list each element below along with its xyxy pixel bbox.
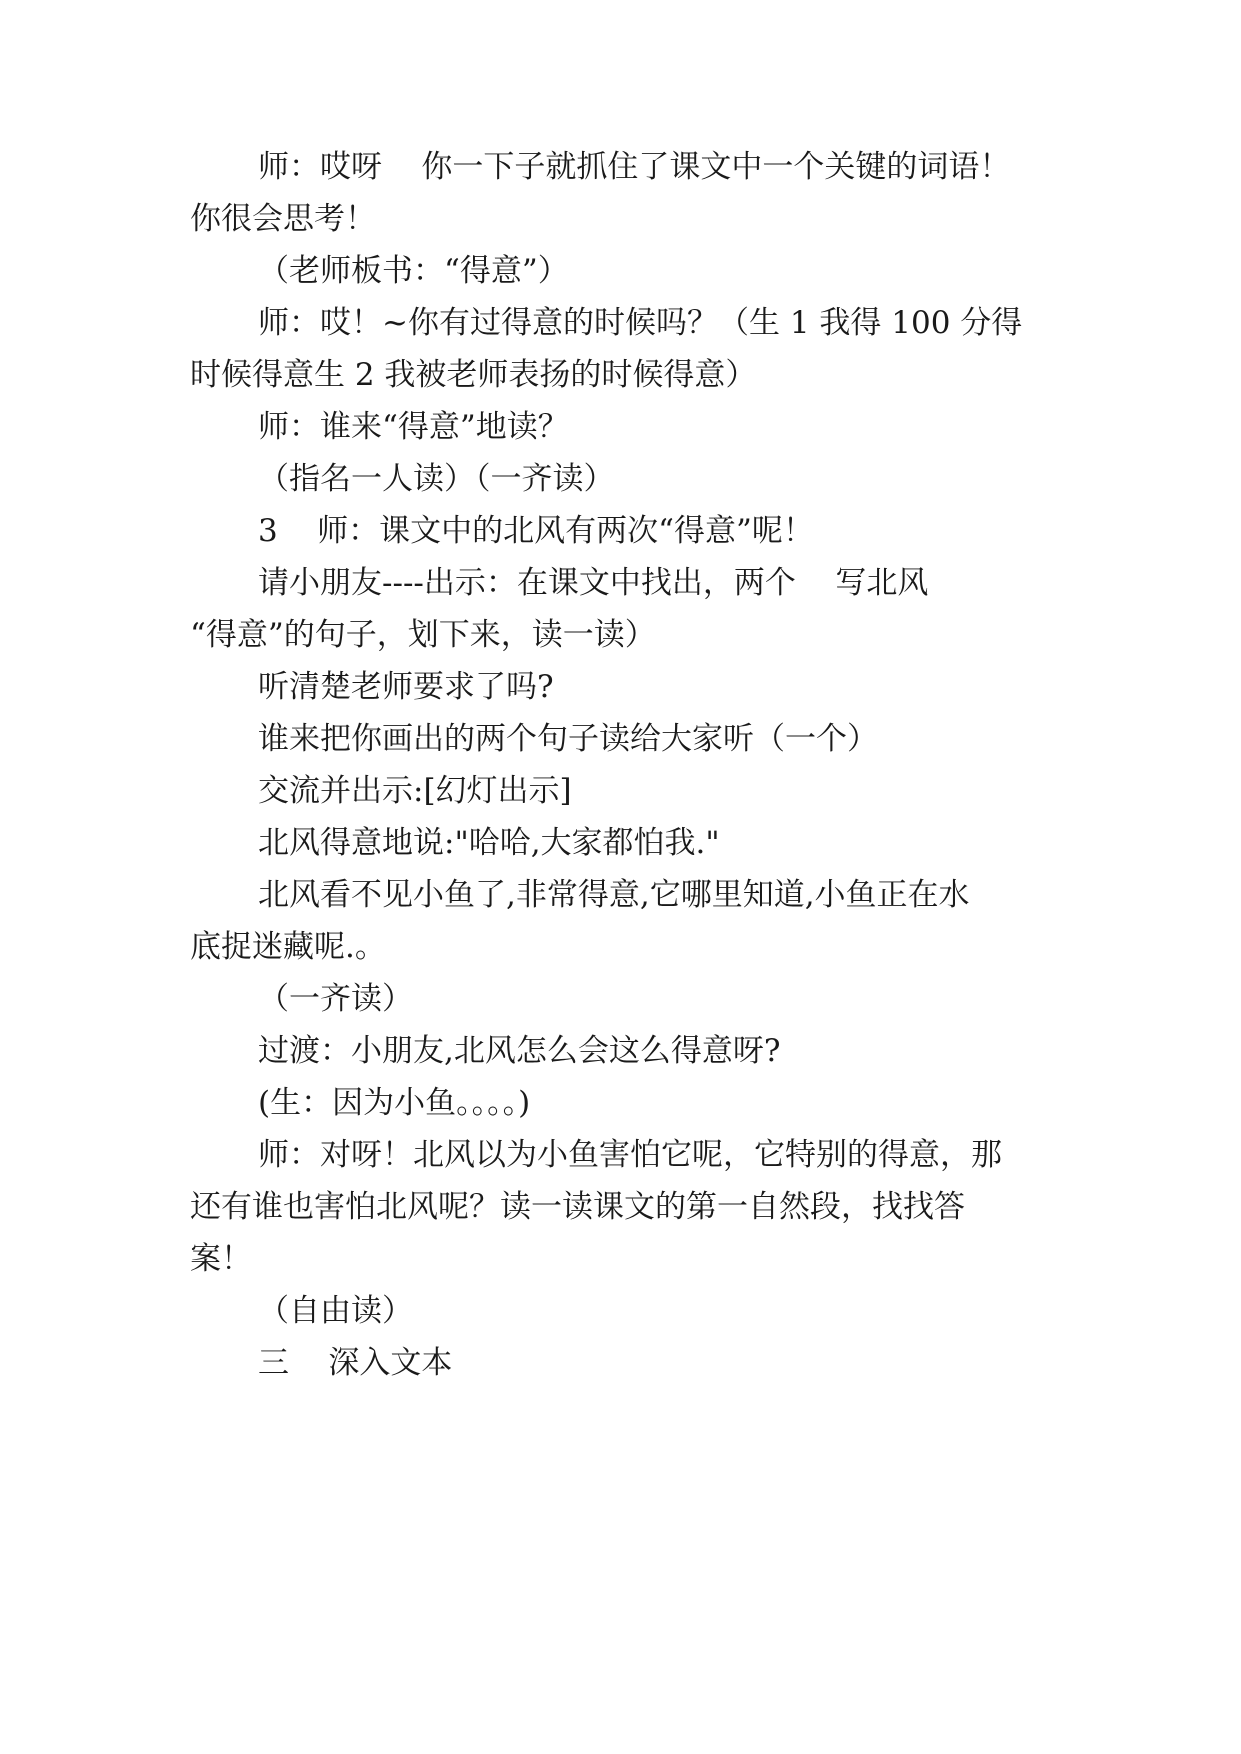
text-line: “得意”的句子，划下来，读一读） — [190, 617, 656, 653]
section-heading: 三 深入文本 — [258, 1345, 453, 1381]
text-line: 3 师：课文中的北风有两次“得意”呢！ — [258, 513, 814, 549]
text-line: 师：哎！~你有过得意的时候吗？（生 1 我得 100 分得 — [258, 305, 1023, 341]
text-line: 你很会思考！ — [190, 201, 376, 237]
text-line: 还有谁也害怕北风呢？读一读课文的第一自然段，找找答 — [190, 1189, 965, 1225]
text-line: （老师板书：“得意”） — [258, 253, 569, 289]
text-line: (生：因为小鱼。。。。) — [258, 1085, 531, 1121]
text-line: 北风得意地说:"哈哈,大家都怕我." — [258, 825, 720, 861]
text-line: （指名一人读）（一齐读） — [258, 461, 615, 497]
text-line: 师：哎呀 你一下子就抓住了课文中一个关键的词语！ — [258, 149, 1011, 185]
text-line: 案！ — [190, 1241, 252, 1277]
text-line: 师：谁来“得意”地读？ — [258, 409, 569, 445]
text-line: 过渡：小朋友,北风怎么会这么得意呀? — [258, 1033, 781, 1069]
text-line: （一齐读） — [258, 981, 413, 1017]
text-line: 时候得意生 2 我被老师表扬的时候得意） — [190, 357, 757, 393]
text-line: 请小朋友----出示：在课文中找出，两个 写北风 — [258, 565, 929, 601]
text-line: 师：对呀！北风以为小鱼害怕它呢，它特别的得意，那 — [258, 1137, 1002, 1173]
text-line: （自由读） — [258, 1293, 413, 1329]
text-line: 北风看不见小鱼了,非常得意,它哪里知道,小鱼正在水 — [258, 877, 970, 913]
text-line: 交流并出示:[幻灯出示] — [258, 773, 572, 809]
text-line: 谁来把你画出的两个句子读给大家听（一个） — [258, 721, 878, 757]
text-line: 听清楚老师要求了吗? — [258, 669, 554, 705]
text-line: 底捉迷藏呢.。 — [190, 929, 386, 965]
